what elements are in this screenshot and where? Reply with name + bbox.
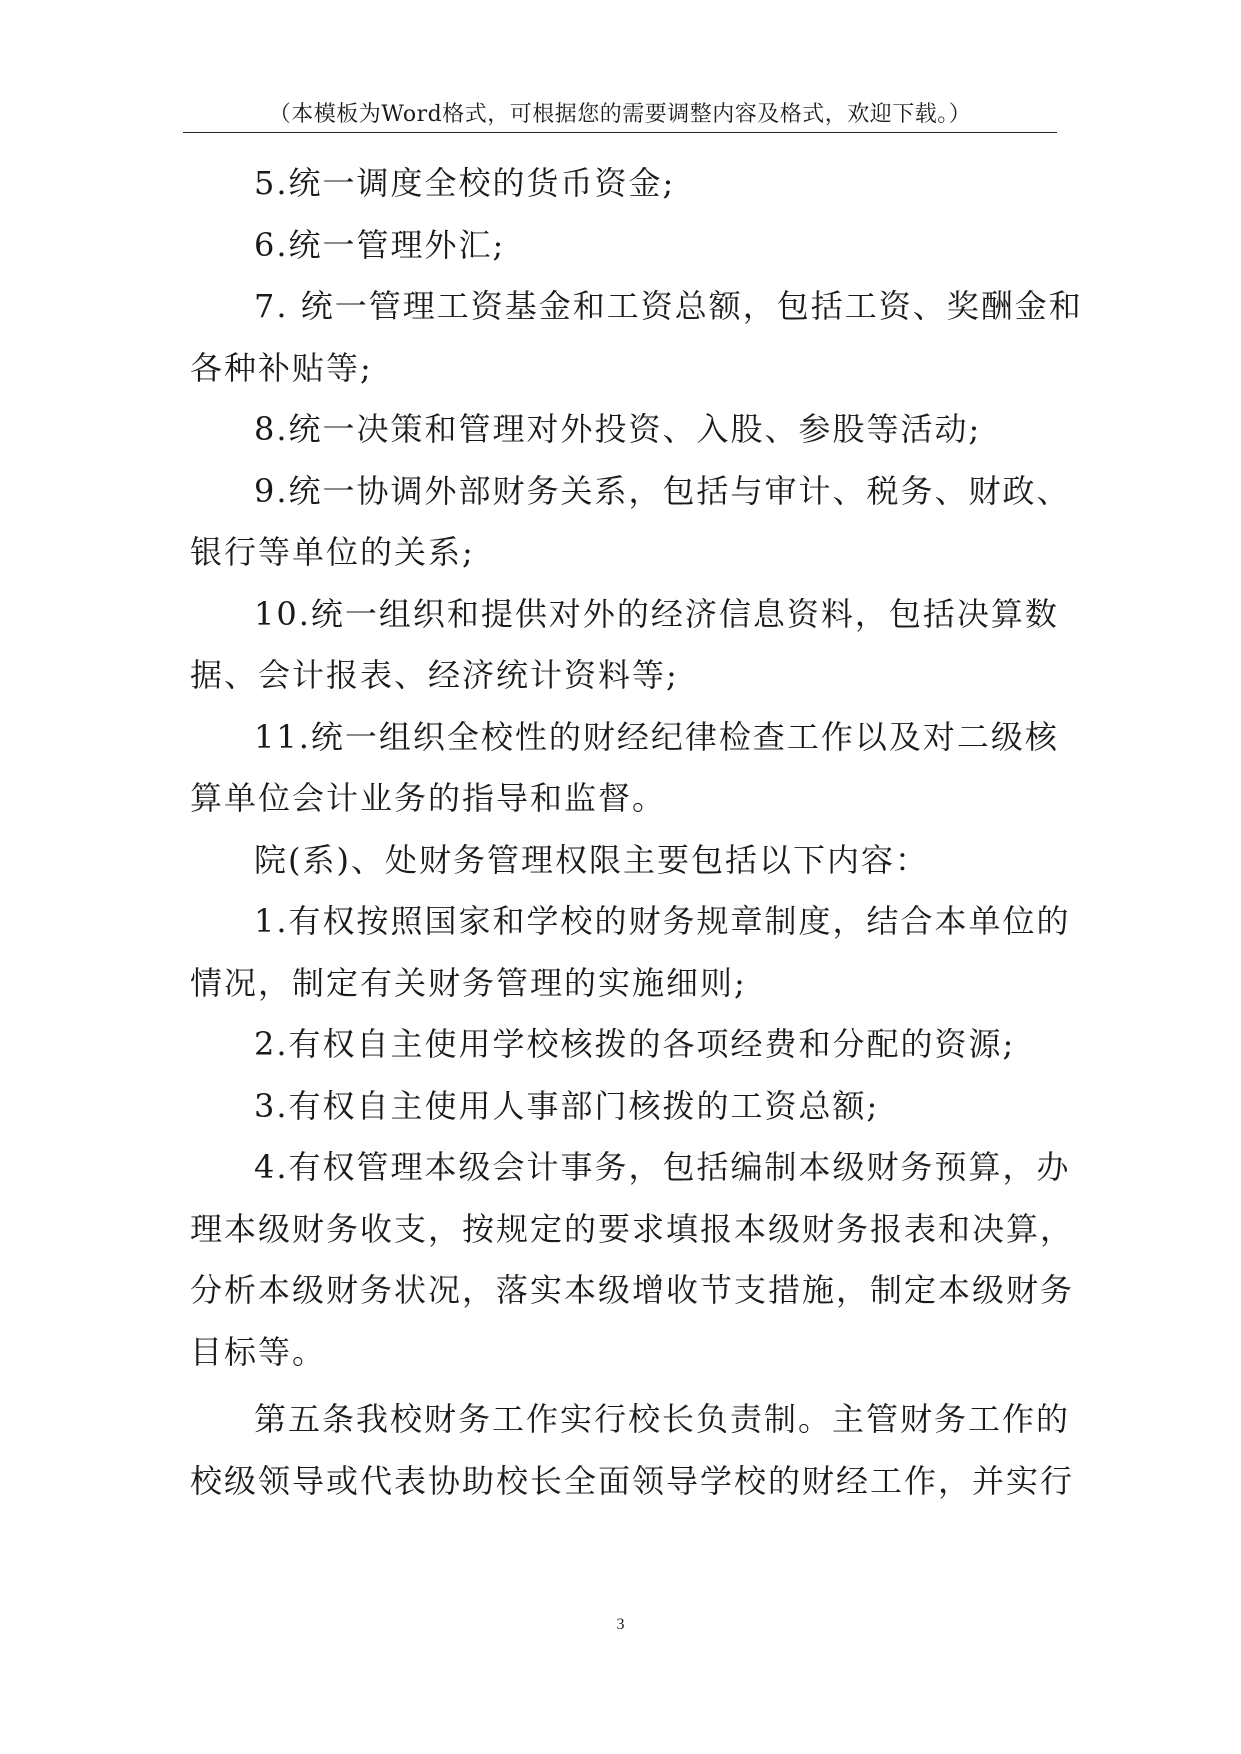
paragraph-line: 3.有权自主使用人事部门核拨的工资总额; <box>254 1086 880 1125</box>
header-divider <box>183 132 1057 133</box>
paragraph-line: 理本级财务收支，按规定的要求填报本级财务报表和决算， <box>190 1209 1075 1248</box>
paragraph-line: 各种补贴等; <box>190 348 373 387</box>
paragraph-line: 11.统一组织全校性的财经纪律检查工作以及对二级核 <box>254 717 1059 756</box>
article-line: 第五条我校财务工作实行校长负责制。主管财务工作的 <box>254 1400 1071 1438</box>
paragraph-line: 目标等。 <box>190 1332 327 1371</box>
paragraph-line: 8.统一决策和管理对外投资、入股、参股等活动; <box>254 410 982 448</box>
paragraph-line: 5.统一调度全校的货币资金; <box>254 164 676 202</box>
paragraph-line: 2.有权自主使用学校核拨的各项经费和分配的资源; <box>254 1025 1016 1063</box>
paragraph-line: 校级领导或代表协助校长全面领导学校的财经工作，并实行 <box>190 1461 1075 1500</box>
paragraph-line: 1.有权按照国家和学校的财务规章制度，结合本单位的 <box>254 902 1071 940</box>
paragraph-line: 7. 统一管理工资基金和工资总额，包括工资、奖酬金和 <box>254 287 1083 325</box>
paragraph-line: 情况，制定有关财务管理的实施细则; <box>190 963 747 1002</box>
paragraph-line: 6.统一管理外汇; <box>254 225 506 264</box>
paragraph-line: 据、会计报表、经济统计资料等; <box>190 656 679 694</box>
section-heading-line: 院(系)、处财务管理权限主要包括以下内容： <box>254 840 929 879</box>
document-body <box>190 153 1083 1512</box>
paragraph-line: 4.有权管理本级会计事务，包括编制本级财务预算，办 <box>254 1148 1071 1186</box>
paragraph-line: 9.统一协调外部财务关系，包括与审计、税务、财政、 <box>254 471 1071 510</box>
page-header-note: （本模板为Word格式，可根据您的需要调整内容及格式，欢迎下载。） <box>268 102 972 127</box>
page-number: 3 <box>616 1616 625 1633</box>
paragraph-line: 10.统一组织和提供对外的经济信息资料，包括决算数 <box>254 594 1059 633</box>
paragraph-line: 算单位会计业务的指导和监督。 <box>190 779 667 817</box>
paragraph-line: 银行等单位的关系; <box>190 533 475 571</box>
paragraph-line: 分析本级财务状况，落实本级增收节支措施，制定本级财务 <box>190 1271 1075 1309</box>
